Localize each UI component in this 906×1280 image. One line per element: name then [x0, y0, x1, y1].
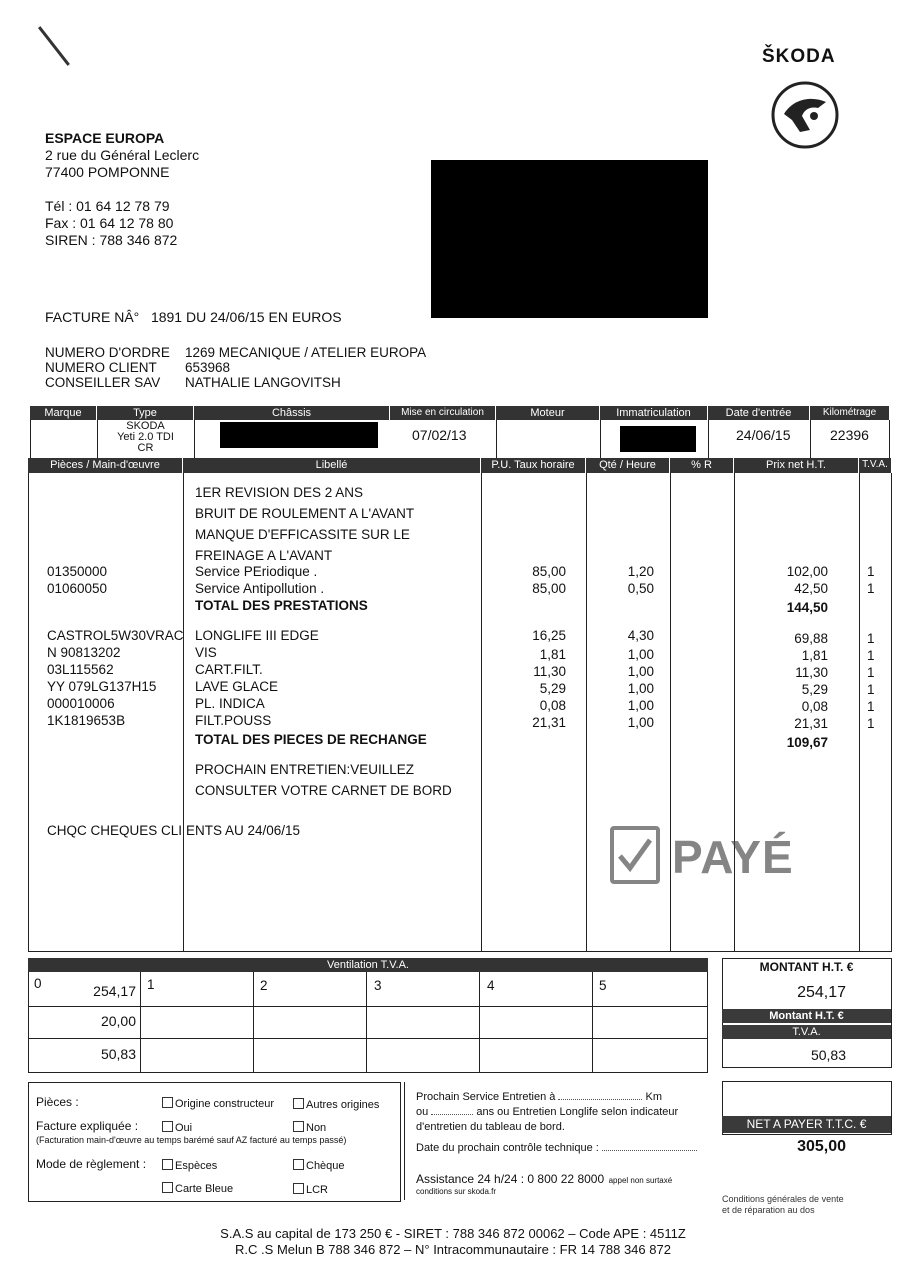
part-qty: 1,00 [627, 647, 654, 662]
vat-base: 254,17 [93, 983, 136, 999]
order-value: 1269 MECANIQUE / ATELIER EUROPA [185, 345, 427, 360]
part-pu: 0,08 [539, 698, 566, 713]
vat-col-1: 1 [147, 977, 155, 992]
pieces-label: Pièces : [36, 1095, 79, 1109]
payment-mode-label: Mode de règlement : [36, 1157, 147, 1171]
part-qty: 1,00 [627, 715, 654, 730]
part-qty: 4,30 [627, 628, 654, 643]
lh-remise: % R [670, 458, 734, 473]
assistance: Assistance 24 h/24 : 0 800 22 8000 [416, 1172, 605, 1186]
part-tva: 1 [867, 682, 875, 697]
check-icon [610, 826, 660, 884]
payment-note-1: CHQC CHEQUES CLI [47, 823, 183, 838]
vehicle-entry-date: 24/06/15 [736, 427, 791, 443]
totals-box [722, 958, 891, 1176]
part-price: 11,30 [795, 665, 828, 680]
net-to-pay-label: NET A PAYER T.T.C. € [722, 1116, 891, 1133]
checkbox-icon [293, 1098, 304, 1109]
explained-note: (Facturation main-d'œuvre au temps barémé sauf AZ facturé au temps passé) [36, 1135, 347, 1145]
vat-col-4: 4 [487, 978, 495, 993]
part-label: CART.FILT. [195, 662, 263, 677]
vehicle-circulation: 07/02/13 [412, 427, 467, 443]
lh-libelle: Libellé [183, 458, 481, 473]
total-tva-value: 50,83 [810, 1047, 846, 1063]
checkbox-lcr[interactable] [293, 1183, 328, 1196]
part-price: 1,81 [801, 648, 828, 663]
part-price: 21,31 [794, 716, 828, 731]
vat-amount: 50,83 [100, 1046, 136, 1062]
part-pu: 21,31 [532, 715, 566, 730]
assistance-note: appel non surtaxé [608, 1176, 673, 1185]
vh-entree: Date d'entrée [708, 406, 810, 420]
service-price: 42,50 [794, 581, 828, 596]
vat-col-0: 0 [34, 976, 42, 991]
lh-qty: Qté / Heure [586, 458, 670, 473]
desc-line-3: MANQUE D'EFFICASSITE SUR LE [195, 527, 410, 542]
next-service-d: d'entretien du tableau de bord. [416, 1121, 565, 1133]
service-tva: 1 [867, 581, 875, 596]
payment-note-2: ENTS AU 24/06/15 [186, 823, 301, 838]
vh-marque: Marque [30, 406, 97, 420]
total-ht-label: MONTANT H.T. € [759, 960, 854, 974]
next-service-note-2: CONSULTER VOTRE CARNET DE BORD [195, 783, 452, 798]
paid-stamp [610, 826, 800, 888]
part-qty: 1,00 [627, 698, 654, 713]
checkbox-lcr-label: LCR [306, 1184, 329, 1196]
part-tva: 1 [867, 631, 875, 646]
desc-line-4: FREINAGE A L'AVANT [195, 548, 333, 563]
order-label: NUMERO D'ORDRE [45, 345, 170, 360]
total-ht-value: 254,17 [797, 984, 846, 1001]
part-pu: 5,29 [539, 681, 566, 696]
invoice-title-value: 1891 DU 24/06/15 EN EUROS [150, 309, 342, 325]
part-qty: 1,00 [627, 681, 654, 696]
company-address1: 2 rue du Général Leclerc [45, 147, 200, 163]
part-label: LONGLIFE III EDGE [195, 628, 319, 643]
vehicle-type-variant: CR [137, 442, 154, 454]
checkbox-icon [162, 1121, 173, 1132]
paid-stamp-text: PAYÉ [672, 831, 794, 883]
options-box [28, 1082, 401, 1202]
part-label: FILT.POUSS [195, 713, 272, 728]
part-code: YY 079LG137H15 [47, 679, 157, 694]
service-label: Service PEriodique . [195, 564, 318, 579]
checkbox-icon [293, 1159, 304, 1170]
checkbox-carte-label: Carte Bleue [175, 1183, 234, 1195]
checkbox-especes-label: Espèces [175, 1160, 218, 1172]
vehicle-table [30, 406, 890, 458]
part-code: N 90813202 [47, 645, 121, 660]
service-box-divider [404, 1082, 405, 1200]
part-label: LAVE GLACE [195, 679, 279, 694]
vat-rate: 20,00 [100, 1013, 136, 1029]
part-tva: 1 [867, 665, 875, 680]
lh-pu: P.U. Taux horaire [481, 458, 586, 473]
parts-total-label: TOTAL DES PIECES DE RECHANGE [195, 732, 427, 747]
vat-col-2: 2 [260, 978, 268, 993]
net-to-pay-value: 305,00 [797, 1138, 846, 1155]
vat-col-5: 5 [599, 978, 607, 993]
vh-km: Kilométrage [810, 406, 890, 420]
part-tva: 1 [867, 716, 875, 731]
lh-price: Prix net H.T. [734, 458, 859, 473]
checkbox-origine[interactable] [162, 1097, 274, 1110]
checkbox-carte[interactable] [162, 1182, 233, 1195]
client-label: NUMERO CLIENT [45, 360, 157, 375]
company-tel: Tél : 01 64 12 78 79 [45, 198, 170, 214]
next-service-km: Km [645, 1091, 663, 1103]
part-pu: 1,81 [539, 647, 566, 662]
vehicle-type-model: Yeti 2.0 TDI [117, 431, 174, 443]
checkbox-origine-label: Origine constructeur [175, 1098, 275, 1110]
part-label: PL. INDICA [195, 696, 265, 711]
next-service-c: ans ou Entretien Longlife selon indicateur [476, 1106, 679, 1118]
footer-line-2: R.C .S Melun B 788 346 872 – N° Intracommunautaire : FR 14 788 346 872 [235, 1242, 671, 1257]
checkbox-icon [293, 1183, 304, 1194]
checkbox-non-label: Non [306, 1122, 327, 1134]
total-tva-label: T.V.A. [722, 1025, 891, 1039]
part-pu: 11,30 [533, 664, 566, 679]
vh-chassis: Châssis [194, 406, 390, 420]
vh-type: Type [97, 406, 194, 420]
part-code: CASTROL5W30VRAC [47, 628, 184, 643]
redacted-client-address [431, 160, 708, 318]
scan-mark [38, 26, 70, 66]
next-control: Date du prochain contrôle technique : [416, 1142, 599, 1154]
desc-line-1: 1ER REVISION DES 2 ANS [195, 485, 364, 500]
next-service-b: ou [416, 1106, 429, 1118]
advisor-value: NATHALIE LANGOVITSH [185, 375, 341, 390]
checkbox-autres[interactable] [293, 1098, 379, 1111]
part-price: 0,08 [801, 699, 828, 714]
part-qty: 1,00 [627, 664, 654, 679]
company-siren: SIREN : 788 346 872 [45, 232, 178, 248]
service-pu: 85,00 [532, 581, 566, 596]
checkbox-cheque[interactable] [293, 1159, 345, 1172]
next-service-a: Prochain Service Entretien à [416, 1091, 556, 1103]
part-code: 1K1819653B [47, 713, 126, 728]
part-tva: 1 [867, 699, 875, 714]
vh-circulation: Mise en circulation [390, 406, 496, 420]
checkbox-icon [162, 1159, 173, 1170]
checkbox-oui[interactable] [162, 1121, 192, 1134]
company-name: ESPACE EUROPA [45, 130, 165, 146]
checkbox-oui-label: Oui [175, 1122, 193, 1134]
total-ht-label-2: Montant H.T. € [722, 1009, 891, 1023]
company-address2: 77400 POMPONNE [45, 164, 170, 180]
next-service-note-1: PROCHAIN ENTRETIEN:VEUILLEZ [195, 762, 415, 777]
conditions-line-1: Conditions générales de vente [722, 1194, 844, 1204]
service-qty: 1,20 [627, 564, 654, 579]
company-fax: Fax : 01 64 12 78 80 [45, 215, 174, 231]
service-code: 01350000 [47, 564, 108, 579]
checkbox-icon [293, 1121, 304, 1132]
checkbox-cheque-label: Chèque [306, 1160, 345, 1172]
checkbox-icon [162, 1097, 173, 1108]
services-total: 144,50 [786, 600, 828, 615]
service-price: 102,00 [786, 564, 828, 579]
client-value: 653968 [185, 360, 231, 375]
part-code: 03L115562 [47, 662, 114, 677]
vat-col-3: 3 [374, 978, 382, 993]
skoda-logo [770, 80, 840, 150]
service-tva: 1 [867, 564, 875, 579]
advisor-label: CONSEILLER SAV [45, 375, 161, 390]
invoice-title-label: FACTURE NÂ° [45, 309, 140, 325]
explained-label: Facture expliquée : [36, 1119, 139, 1133]
checkbox-especes[interactable] [162, 1159, 217, 1172]
part-tva: 1 [867, 648, 875, 663]
checkbox-autres-label: Autres origines [306, 1099, 380, 1111]
part-price: 69,88 [794, 631, 828, 646]
part-code: 000010006 [47, 696, 115, 711]
service-pu: 85,00 [532, 564, 566, 579]
lh-tva: T.V.A. [859, 458, 892, 473]
service-label: Service Antipollution . [195, 581, 325, 596]
redacted-immatriculation [620, 426, 696, 452]
part-pu: 16,25 [532, 628, 566, 643]
part-label: VIS [195, 645, 217, 660]
service-qty: 0,50 [627, 581, 654, 596]
vh-immat: Immatriculation [600, 406, 708, 420]
vat-table [28, 958, 708, 1073]
brand-name: ŠKODA [762, 46, 836, 67]
vh-moteur: Moteur [496, 406, 600, 420]
footer-line-1: S.A.S au capital de 173 250 € - SIRET : 788 346 872 00062 – Code APE : 4511Z [220, 1226, 686, 1241]
part-price: 5,29 [801, 682, 828, 697]
conditions-line-2: et de réparation au dos [722, 1205, 815, 1215]
checkbox-icon [162, 1182, 173, 1193]
vehicle-type-brand: SKODA [126, 420, 165, 432]
lh-pieces: Pièces / Main-d'œuvre [28, 458, 183, 473]
service-code: 01060050 [47, 581, 108, 596]
vehicle-mileage: 22396 [830, 427, 869, 443]
services-total-label: TOTAL DES PRESTATIONS [195, 598, 368, 613]
checkbox-non[interactable] [293, 1121, 326, 1134]
vat-title: Ventilation T.V.A. [28, 958, 708, 972]
assistance-note-2: conditions sur skoda.fr [416, 1187, 497, 1196]
redacted-chassis [220, 422, 378, 448]
desc-line-2: BRUIT DE ROULEMENT A L'AVANT [195, 506, 415, 521]
parts-total: 109,67 [786, 735, 828, 750]
